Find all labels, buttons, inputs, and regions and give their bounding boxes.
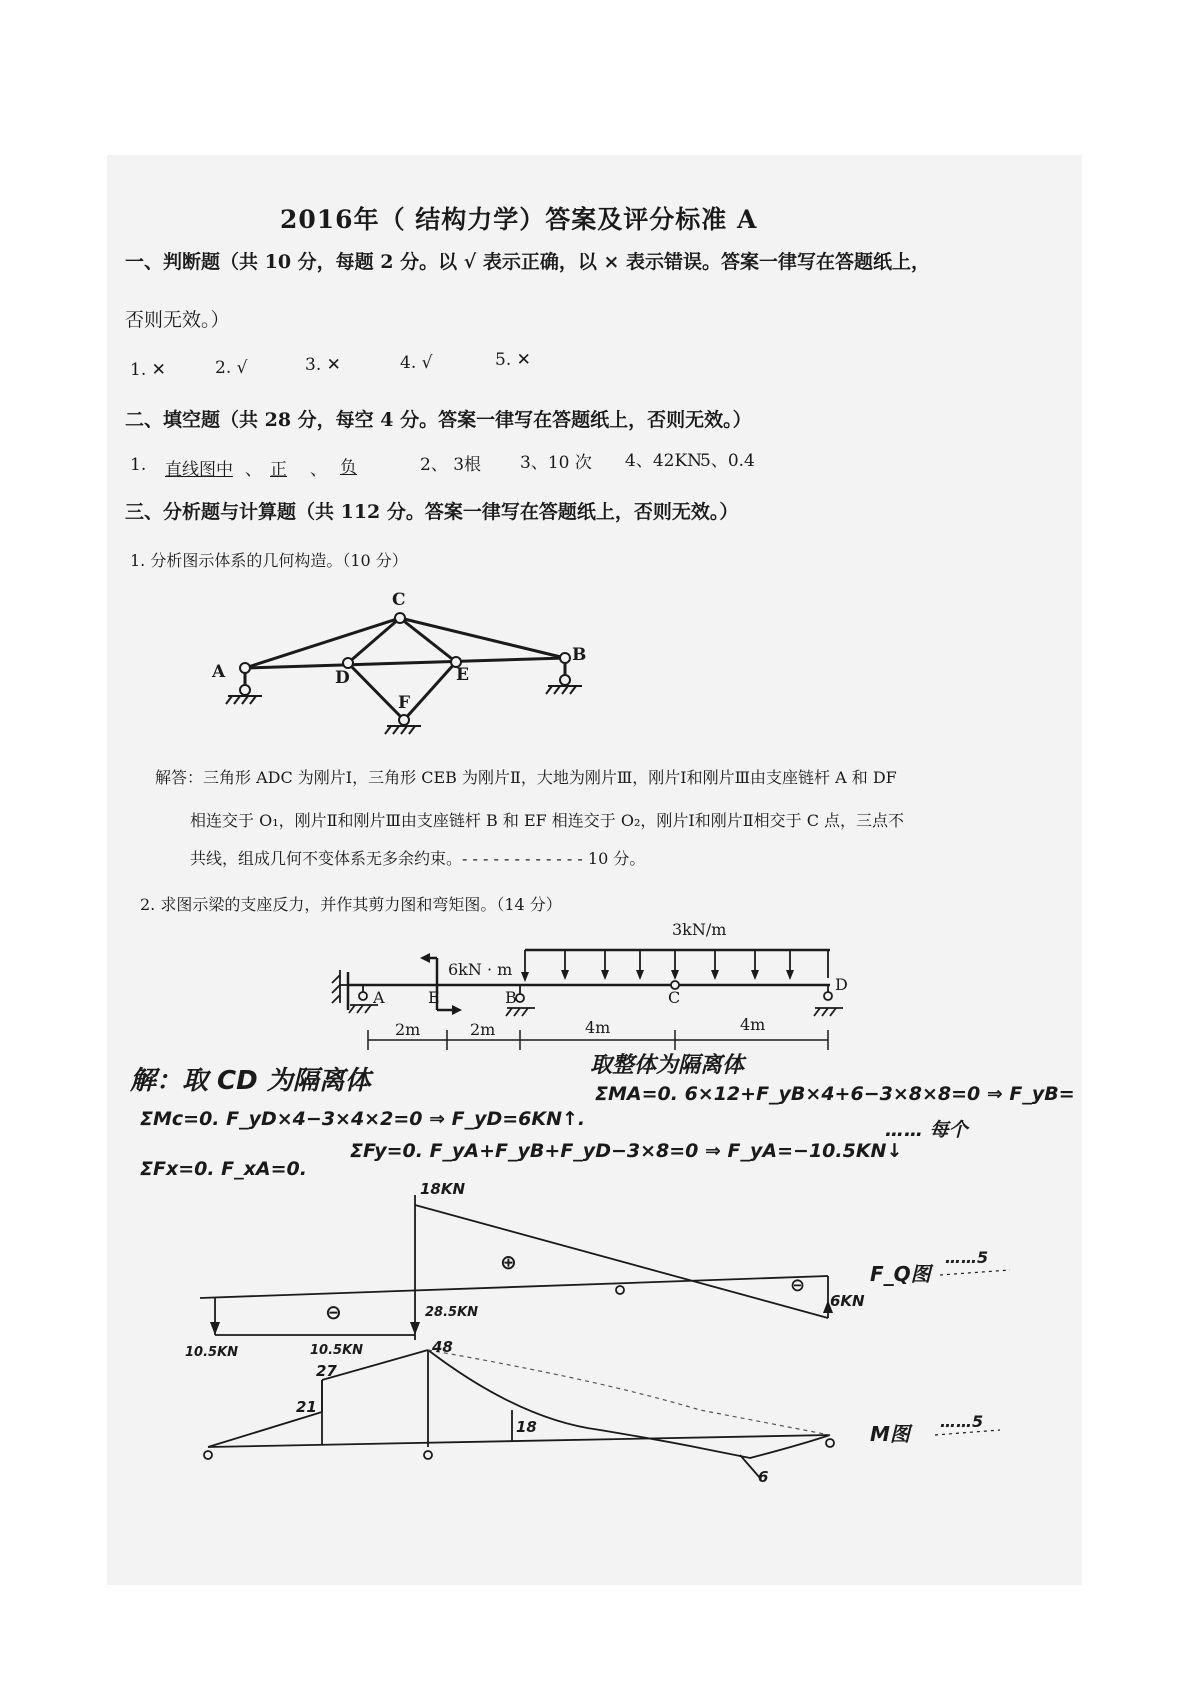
beam-dim-3: 4m <box>585 1018 611 1037</box>
shear-mid-bottom: 10.5KN <box>310 1343 364 1358</box>
s2-answer-3: 3、10 次 <box>520 453 592 473</box>
section2-header: 二、填空题（共 28 分，每空 4 分。答案一律写在答题纸上，否则无效。） <box>125 409 752 431</box>
page-title: 2016年（ 结构力学）答案及评分标准 A <box>280 205 758 234</box>
truss-label-e: E <box>456 665 469 685</box>
beam-label-e: E <box>428 988 440 1007</box>
beam-dim-1: 2m <box>395 1020 421 1039</box>
moment-48: 48 <box>432 1338 453 1356</box>
shear-right-value: 6KN <box>830 1292 865 1310</box>
section3-header: 三、分析题与计算题（共 112 分。答案一律写在答题纸上，否则无效。） <box>125 501 739 523</box>
shear-minus: ⊖ <box>325 1300 342 1324</box>
hand-line1-right: 取整体为隔离体 <box>590 1053 745 1078</box>
beam-load-label: 3kN/m <box>672 920 727 939</box>
hand-line3c: …… 每个 <box>885 1119 968 1141</box>
truss-label-c: C <box>392 590 406 610</box>
q2-prompt: 2. 求图示梁的支座反力，并作其剪力图和弯矩图。（14 分） <box>140 895 562 914</box>
moment-21: 21 <box>296 1398 317 1416</box>
s2-answer-1-sep2: 、 <box>310 460 327 480</box>
shear-left-bottom: 10.5KN <box>185 1345 239 1360</box>
truss-label-a: A <box>212 662 226 682</box>
s2-answer-1-sep1: 、 <box>245 460 262 480</box>
truss-label-d: D <box>335 668 350 688</box>
s2-answer-2: 2、 3根 <box>420 455 482 475</box>
moment-27: 27 <box>316 1362 337 1380</box>
beam-dim-4: 4m <box>740 1015 766 1034</box>
s2-answer-1-blank1: 直线图中 <box>165 460 233 480</box>
section1-header-cont: 否则无效。） <box>125 309 230 331</box>
shear-minus-right: ⊖ <box>790 1275 806 1296</box>
q1-answer-line3: 共线，组成几何不变体系无多余约束。- - - - - - - - - - - - 10 分。 <box>190 849 646 868</box>
hand-line1-left: 解：取 CD 为隔离体 <box>130 1066 371 1096</box>
moment-6: 6 <box>758 1468 769 1486</box>
hand-line3b: ΣFy=0. F_yA+F_yB+F_yD−3×8=0 ⇒ F_yA=−10.5KN↓ <box>350 1140 903 1162</box>
shear-plus: ⊕ <box>500 1250 517 1274</box>
s2-answer-4: 4、42KN <box>625 451 703 471</box>
s1-answer-1: 1. ✕ <box>130 360 166 380</box>
hand-line3a: ΣFx=0. F_xA=0. <box>140 1158 307 1180</box>
moment-18: 18 <box>516 1418 537 1436</box>
s1-answer-4: 4. √ <box>400 353 433 373</box>
moment-label: M图 <box>870 1422 910 1446</box>
q1-prompt: 1. 分析图示体系的几何构造。（10 分） <box>130 551 408 570</box>
beam-label-d: D <box>835 975 848 994</box>
section1-header: 一、判断题（共 10 分，每题 2 分。以 √ 表示正确，以 × 表示错误。答案一律写在答题纸上， <box>125 251 930 273</box>
shear-label: F_Q图 <box>870 1262 931 1286</box>
s2-answer-1-blank2: 正 <box>270 460 287 480</box>
shear-b-value: 28.5KN <box>425 1305 479 1320</box>
hand-line2a: ΣMc=0. F_yD×4−3×4×2=0 ⇒ F_yD=6KN↑. <box>140 1108 586 1130</box>
moment-score: ……5 <box>940 1412 984 1431</box>
s2-answer-1-blank3: 负 <box>340 458 357 478</box>
truss-label-f: F <box>398 693 411 713</box>
q1-answer-line1: 解答：三角形 ADC 为刚片Ⅰ，三角形 CEB 为刚片Ⅱ，大地为刚片Ⅲ，刚片Ⅰ和刚片Ⅲ由支座链杆 A 和 DF <box>155 768 897 787</box>
s1-answer-3: 3. ✕ <box>305 355 341 375</box>
s2-answer-1-prefix: 1. <box>130 455 147 475</box>
s1-answer-2: 2. √ <box>215 358 248 378</box>
hand-line2b: ΣMA=0. 6×12+F_yB×4+6−3×8×8=0 ⇒ F_yB= <box>595 1083 1075 1105</box>
beam-label-c: C <box>668 988 681 1007</box>
shear-score: ……5 <box>945 1248 989 1267</box>
shear-top-value: 18KN <box>420 1180 466 1198</box>
beam-label-a: A <box>373 988 385 1007</box>
beam-label-b: B <box>505 988 517 1007</box>
s1-answer-5: 5. ✕ <box>495 350 531 370</box>
beam-moment-label: 6kN · m <box>448 960 513 979</box>
q1-answer-line2: 相连交于 O₁，刚片Ⅱ和刚片Ⅲ由支座链杆 B 和 EF 相连交于 O₂，刚片Ⅰ和刚片Ⅱ相交于 C 点，三点不 <box>190 811 905 830</box>
beam-dim-2: 2m <box>470 1020 496 1039</box>
s2-answer-5: 5、0.4 <box>700 451 755 471</box>
truss-label-b: B <box>572 645 587 665</box>
